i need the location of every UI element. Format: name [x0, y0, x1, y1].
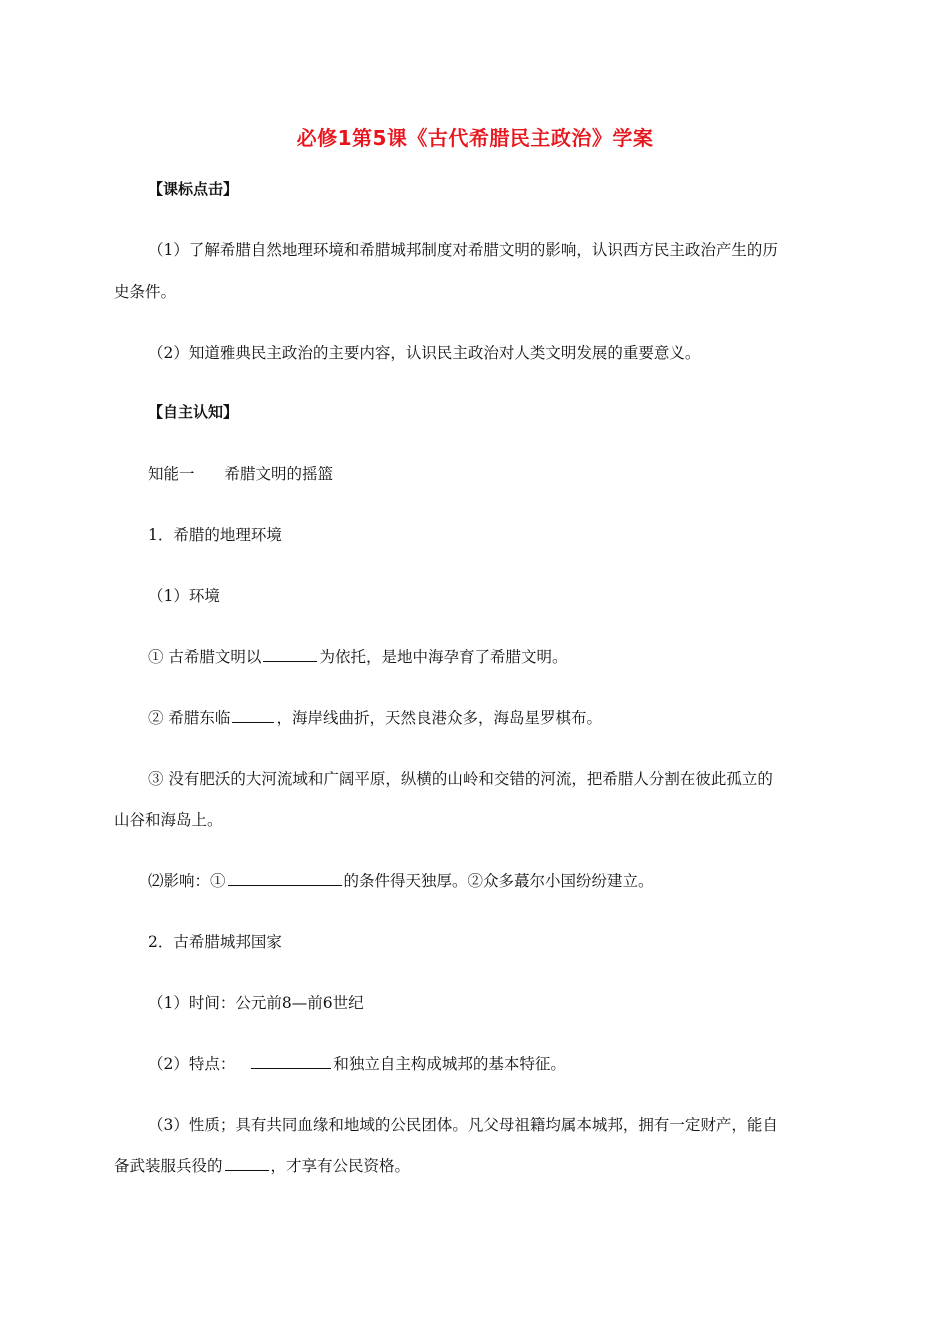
environment-point-2-text-end: ，海岸线曲折，天然良港众多，海岛星罗棋布。 — [276, 709, 602, 727]
curriculum-point-2: （2）知道雅典民主政治的主要内容，认识民主政治对人类文明发展的重要意义。 — [148, 344, 701, 362]
fill-blank[interactable] — [228, 871, 342, 886]
influence-line — [148, 869, 654, 891]
item-2-3-line-1: （3）性质；具有共同血缘和地域的公民团体。凡父母祖籍均属本城邦，拥有一定财产，能自 — [148, 1116, 778, 1134]
item-2-3-line-2 — [114, 1154, 410, 1176]
item-1-1-heading: （1）环境 — [148, 587, 220, 605]
topic-1-label: 知能一 — [148, 465, 195, 483]
item-1-heading: 1．希腊的地理环境 — [148, 526, 282, 544]
fill-blank[interactable] — [263, 647, 317, 662]
environment-point-2-text: ② 希腊东临 — [148, 709, 231, 727]
environment-point-1-text: ① 古希腊文明以 — [148, 648, 262, 666]
item-2-3-text: 备武装服兵役的 — [114, 1157, 223, 1175]
curriculum-heading: 【课标点击】 — [148, 180, 239, 198]
environment-point-3-line-1: ③ 没有肥沃的大河流域和广阔平原，纵横的山岭和交错的河流，把希腊人分割在彼此孤立的 — [148, 770, 773, 788]
document-title: 必修1第5课《古代希腊民主政治》学案 — [296, 126, 654, 150]
curriculum-point-1-line-2: 史条件。 — [114, 283, 177, 301]
fill-blank[interactable] — [232, 708, 274, 723]
influence-text-end: 的条件得天独厚。②众多蕞尔小国纷纷建立。 — [343, 872, 654, 890]
item-2-3-text-end: ，才享有公民资格。 — [270, 1157, 411, 1175]
self-study-heading: 【自主认知】 — [148, 403, 239, 421]
item-2-2-text-end: 和独立自主构成城邦的基本特征。 — [333, 1055, 566, 1073]
influence-text: ⑵影响：① — [148, 872, 226, 890]
item-2-2 — [148, 1052, 566, 1074]
environment-point-3-line-2: 山谷和海岛上。 — [114, 811, 223, 829]
topic-1 — [148, 462, 333, 484]
fill-blank[interactable] — [251, 1054, 331, 1069]
fill-blank[interactable] — [225, 1156, 269, 1171]
environment-point-1 — [148, 645, 567, 667]
item-2-2-text: （2）特点： — [148, 1055, 236, 1073]
topic-1-title: 希腊文明的摇篮 — [224, 465, 334, 483]
item-2-heading: 2．古希腊城邦国家 — [148, 933, 282, 951]
environment-point-1-text-end: 为依托，是地中海孕育了希腊文明。 — [319, 648, 568, 666]
environment-point-2 — [148, 706, 602, 728]
curriculum-point-1-line-1: （1）了解希腊自然地理环境和希腊城邦制度对希腊文明的影响，认识西方民主政治产生的历 — [148, 241, 778, 259]
item-2-1: （1）时间：公元前8—前6世纪 — [148, 994, 364, 1012]
